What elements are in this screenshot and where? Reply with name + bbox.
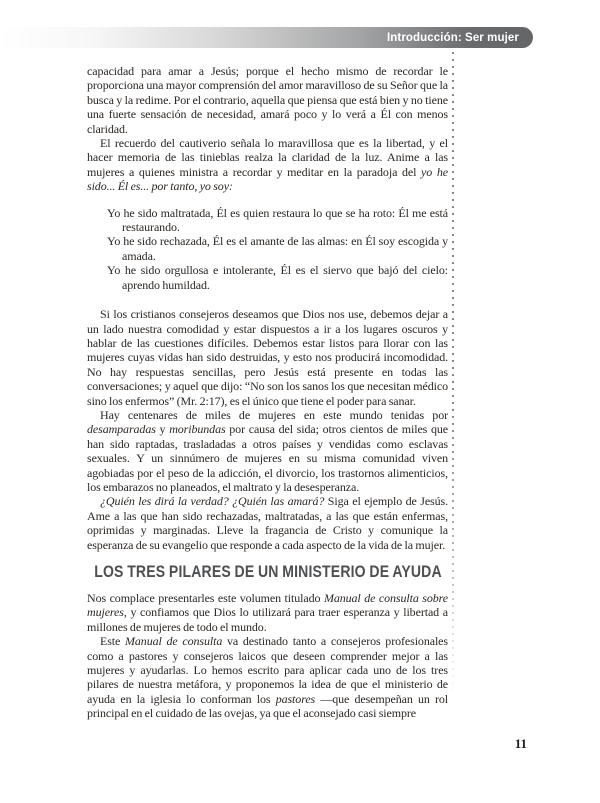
italic-text-run: Manual de consulta sobre mujeres — [87, 591, 448, 620]
text-run: Si los cristianos consejeros deseamos que Dios nos use, debemos dejar a un lado nuestra comodidad y estar dispuestos a ir a los lugares oscuros y hablar de las cuestiones difíciles. Debemos estar listos para llorar con las mujeres cuyas vidas han sido destruidas, y esto nos producirá incomodidad. No hay respuestas sencillas, pero Jesús está presente en todas las conversaciones; y aquel que dijo: “No son los sanos los que necesitan médico sino los enfermos” (Mr. 2:17), es el único que tiene el poder para sanar. — [87, 307, 448, 408]
chapter-title: Introducción: Ser mujer — [386, 31, 519, 44]
page-number: 11 — [514, 736, 527, 751]
paragraph — [87, 64, 448, 136]
italic-text-run: pastores — [275, 691, 316, 706]
quote-block — [107, 206, 448, 292]
text-run: Siga el ejemplo de Jesús. Ame a las que han sido rechazadas, maltratadas, a las que están enfermas, oprimidas y marginadas. Lleve la fragancia de Cristo y comunique la esperanza de su evangelio que responde a cada aspecto de la vida de la mujer. — [87, 494, 448, 552]
section-heading — [87, 562, 448, 582]
italic-text-run: yo he sido... Él es... por tanto, yo soy: — [87, 164, 448, 194]
text-run: capacidad para amar a Jesús; porque el hecho mismo de recordar le proporciona una mayor comprensión del amor maravilloso de su Señor que la busca y la redime. Por el contrario, aquella que piensa que está bien y no tiene una fuerte sensación de necesidad, amará poco y lo verá a Él con menos claridad. — [87, 64, 448, 136]
paragraph — [87, 136, 448, 194]
text-run: Yo he sido orgullosa e intolerante, Él es el siervo que bajó del cielo: aprendo humildad. — [107, 263, 448, 292]
italic-text-run: moribundas — [169, 422, 226, 437]
text-run: El recuerdo del cautiverio señala lo maravillosa que es la libertad, y el hacer memoria de las tinieblas realza la claridad de la luz. Anime a las mujeres a quienes ministra a recordar y meditar en la paradoja del — [87, 136, 448, 179]
text-run: y — [155, 422, 170, 437]
quote-item — [107, 234, 448, 263]
quote-item — [107, 263, 448, 292]
text-run: , y confiamos que Dios lo utilizará para traer esperanza y libertad a millones de mujeres de todo el mundo. — [87, 605, 448, 634]
text-run: por causa del sida; otros cientos de miles que han sido raptadas, trasladadas a otros países y vendidas como esclavas sexuales. Y un sinnúmero de mujeres en su misma comunidad viven agobiadas por el peso de la adicción, el divorcio, los trastornos alimenticios, los embarazos no planeados, el maltrato y la desesperanza. — [87, 422, 448, 494]
body-text — [87, 64, 448, 721]
text-run: —que desempeñan un rol principal en el cuidado de las ovejas, ya que el aconsejado casi siempre — [87, 691, 448, 721]
paragraph — [87, 408, 448, 494]
text-run: Este — [100, 634, 126, 649]
italic-text-run: ¿Quién les dirá la verdad? ¿Quién las amará? — [100, 494, 325, 509]
quote-item — [107, 206, 448, 235]
text-run: Yo he sido rechazada, Él es el amante de las almas: en Él soy escogida y amada. — [107, 234, 448, 263]
text-run: Hay centenares de miles de mujeres en este mundo tenidas por — [100, 407, 448, 422]
chapter-header-bar — [0, 27, 533, 48]
section-heading-text: LOS TRES PILARES DE UN MINISTERIO DE AYUDA — [93, 563, 442, 581]
paragraph — [87, 494, 448, 552]
text-run: Nos complace presentarles este volumen titulado — [87, 591, 324, 605]
italic-text-run: Manual de consulta — [125, 634, 223, 649]
text-run: va destinado tanto a consejeros profesionales como a pastores y consejeros laicos que deseen comprender mejor a las mujeres y ayudarlas. Lo hemos escrito para aplicar cada uno de los tres pilares de nuestra metáfora, y proponemos la idea de que el ministerio de ayuda en la iglesia lo conforman los — [87, 634, 448, 706]
dotted-divider-line — [452, 52, 454, 710]
italic-text-run: desamparadas — [87, 422, 156, 437]
text-run: Yo he sido maltratada, Él es quien restaura lo que se ha roto: Él me está restaurando. — [107, 205, 448, 235]
paragraph — [87, 307, 448, 408]
paragraph — [87, 591, 448, 634]
paragraph — [87, 634, 448, 720]
